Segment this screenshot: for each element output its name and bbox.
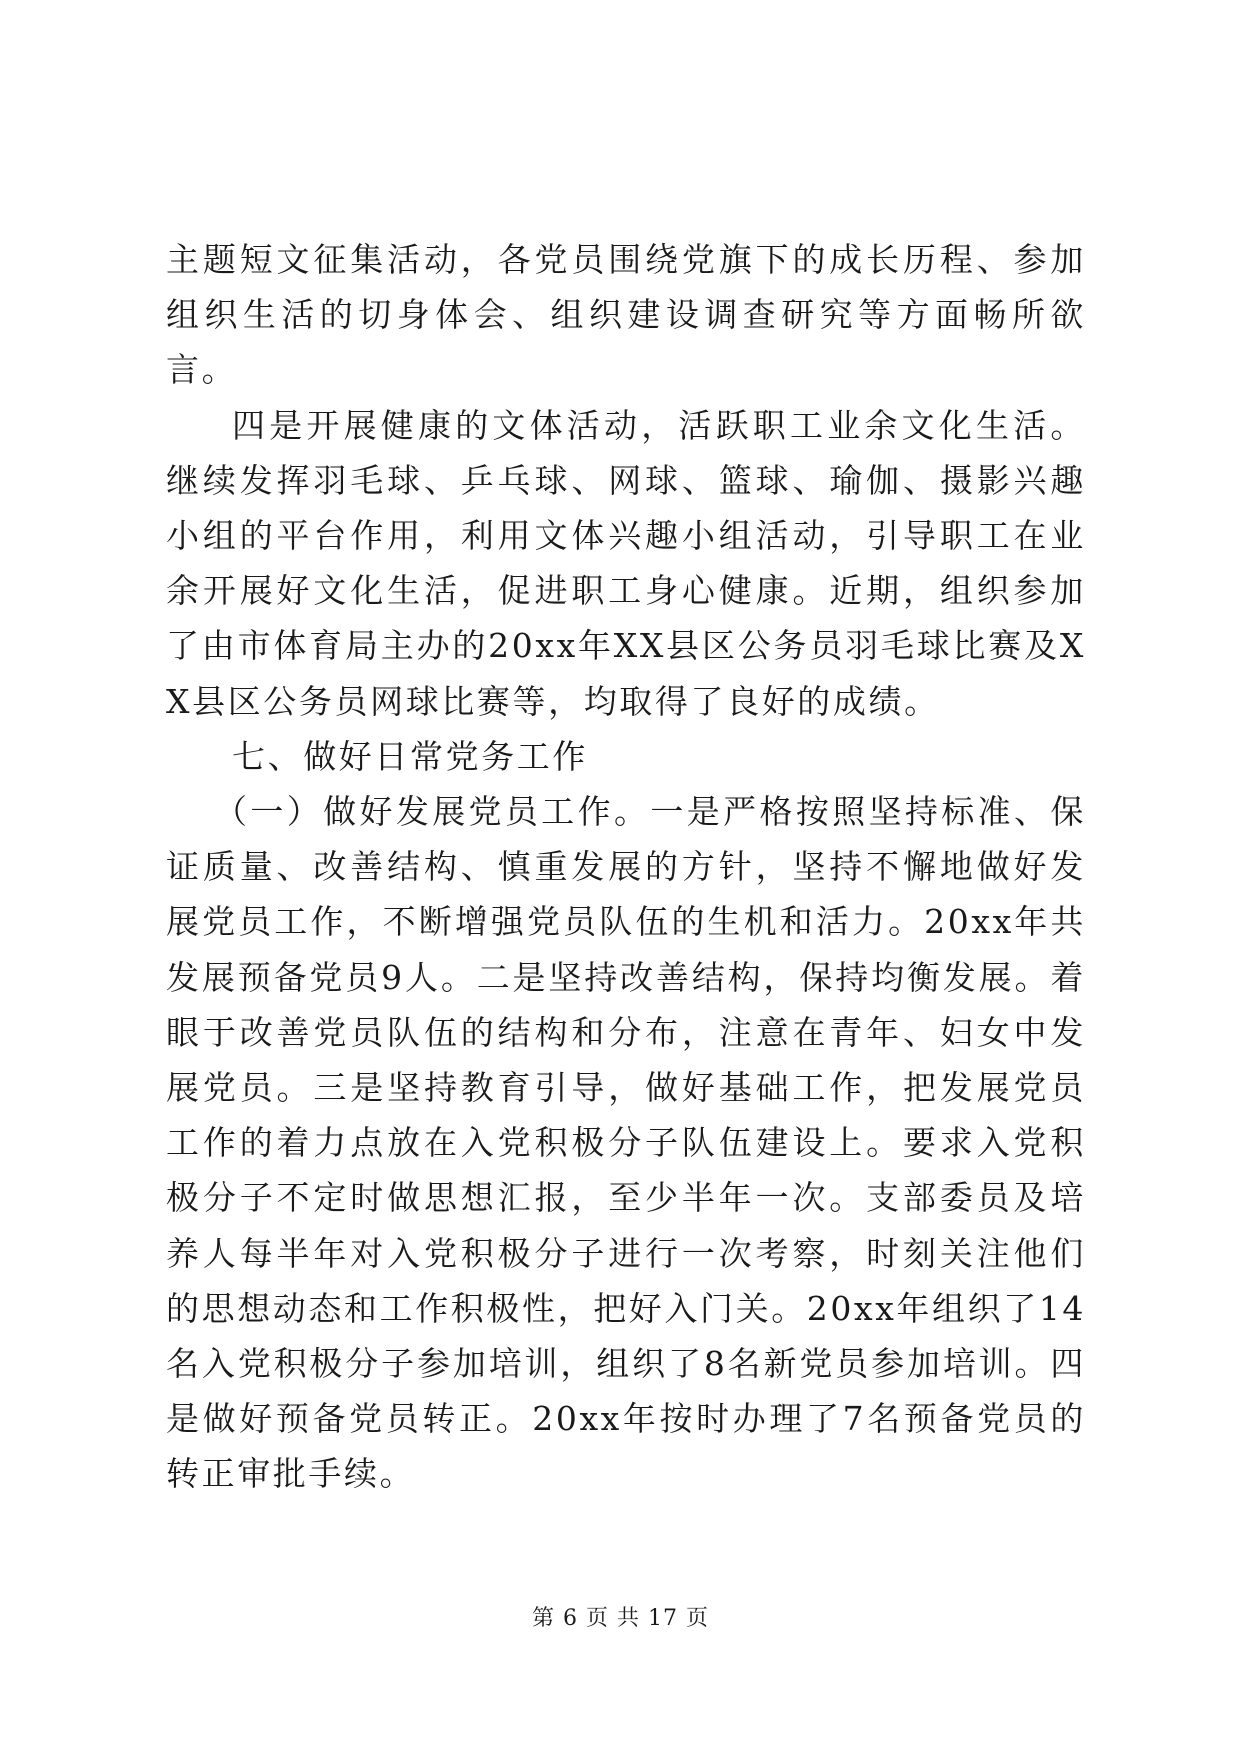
paragraph-essay-activity: 主题短文征集活动，各党员围绕党旗下的成长历程、参加组织生活的切身体会、组织建设调查研究等方面畅所欲言。 — [166, 240, 1086, 390]
paragraph-sports-activities: 四是开展健康的文体活动，活跃职工业余文化生活。继续发挥羽毛球、乒乓球、网球、篮球、瑜伽、摄影兴趣小组的平台作用，利用文体兴趣小组活动，引导职工在业余开展好文化生活，促进职工身心健康。近期，组织参加了由市体育局主办的20xx年XX县区公务员羽毛球比赛及XX县区公务员网球比赛等，均取得了良好的成绩。 — [166, 405, 1086, 721]
section-heading-party-work: 七、做好日常党务工作 — [232, 736, 588, 776]
paragraph-member-development: （一）做好发展党员工作。一是严格按照坚持标准、保证质量、改善结构、慎重发展的方针，坚持不懈地做好发展党员工作，不断增强党员队伍的生机和活力。20xx年共发展预备党员9人。二是坚持改善结构，保持均衡发展。着眼于改善党员队伍的结构和分布，注意在青年、妇女中发展党员。三是坚持教育引导，做好基础工作，把发展党员工作的着力点放在入党积极分子队伍建设上。要求入党积极分子不定时做思想汇报，至少半年一次。支部委员及培养人每半年对入党积极分子进行一次考察，时刻关注他们的思想动态和工作积极性，把好入门关。20xx年组织了14名入党积极分子参加培训，组织了8名新党员参加培训。四是做好预备党员转正。20xx年按时办理了7名预备党员的转正审批手续。 — [166, 792, 1087, 1494]
page-number-footer: 第 6 页 共 17 页 — [532, 1606, 709, 1631]
document-body — [166, 232, 1086, 1502]
